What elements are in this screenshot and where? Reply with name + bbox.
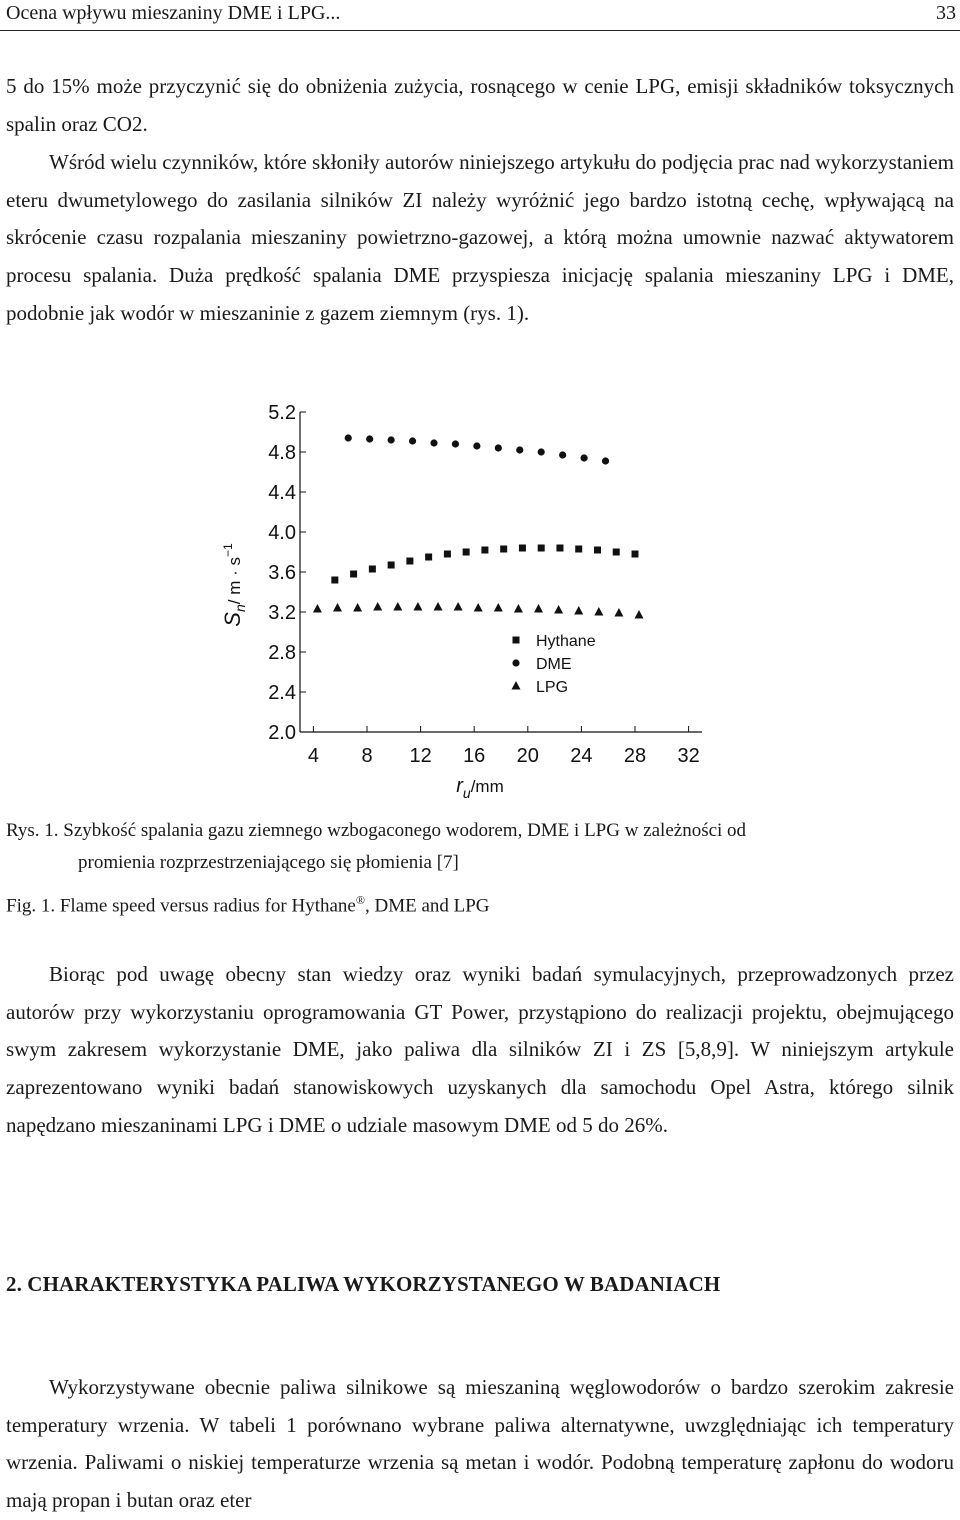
data-point-dme bbox=[473, 442, 480, 449]
data-point-lpg bbox=[434, 602, 443, 611]
series-hythane bbox=[331, 545, 638, 584]
caption-en-lead: Fig. 1. Flame speed versus radius for Hythane bbox=[6, 895, 356, 917]
caption-pl-line-2: promienia rozprzestrzeniającego się płomienia [7] bbox=[78, 852, 459, 873]
data-point-dme bbox=[602, 457, 609, 464]
data-point-dme bbox=[345, 434, 352, 441]
paragraph-1: 5 do 15% może przyczynić się do obniżenia zużycia, rosnącego w cenie LPG, emisji składników toksycznych spalin oraz CO2. bbox=[6, 74, 954, 136]
data-point-dme bbox=[366, 435, 373, 442]
x-tick-label: 20 bbox=[516, 745, 539, 767]
data-point-lpg bbox=[454, 602, 463, 611]
data-point-lpg bbox=[494, 603, 503, 612]
y-axis-label-unit: / m · s bbox=[225, 556, 244, 605]
data-point-dme bbox=[409, 437, 416, 444]
y-tick-label: 3.2 bbox=[268, 602, 296, 624]
paragraph-4: Wykorzystywane obecnie paliwa silnikowe są mieszaniną węglowodorów o bardzo szerokim zakresie temperatury wrzenia. W tabeli 1 porównano wybrane paliwa alternatywne, uwzględniając ich temperatury wrzenia. Paliwami o niskiej temperaturze wrzenia są metan i wodór. Podobną temperaturę zapłonu do wodoru mają propan i butan oraz eter bbox=[6, 1375, 954, 1513]
data-point-dme bbox=[388, 436, 395, 443]
caption-en-registered-mark: ® bbox=[355, 893, 365, 907]
paragraph-2: Wśród wielu czynników, które skłoniły autorów niniejszego artykułu do podjęcia prac nad wykorzystaniem eteru dwumetylowego do zasilania silników ZI należy wyróżnić jego bardzo istotną cechę, wpływającą na skrócenie czasu rozpalania mieszaniny powietrzno-gazowej, a którą można umownie nazwać aktywatorem procesu spalania. Duża prędkość spalania DME przyspiesza inicjację spalania mieszaniny LPG i DME, podobnie jak wodór w mieszaninie z gazem ziemnym (rys. 1). bbox=[6, 150, 954, 325]
y-tick-label: 4.4 bbox=[268, 482, 296, 504]
data-point-hythane bbox=[519, 545, 526, 552]
data-point-dme bbox=[430, 439, 437, 446]
series-lpg bbox=[313, 602, 644, 619]
y-tick-label: 2.4 bbox=[268, 682, 296, 704]
figure-caption-en bbox=[6, 884, 954, 922]
x-axis-label bbox=[456, 775, 504, 801]
legend-marker-lpg bbox=[512, 681, 521, 690]
y-axis-label-subscript: n bbox=[232, 604, 248, 613]
data-point-lpg bbox=[474, 603, 483, 612]
data-point-dme bbox=[538, 448, 545, 455]
data-point-lpg bbox=[554, 605, 563, 614]
data-point-hythane bbox=[463, 549, 470, 556]
x-axis-label-subscript: u bbox=[462, 785, 471, 801]
data-point-lpg bbox=[514, 604, 523, 613]
data-point-dme bbox=[516, 446, 523, 453]
data-point-hythane bbox=[594, 547, 601, 554]
data-point-hythane bbox=[613, 549, 620, 556]
data-point-lpg bbox=[373, 602, 382, 611]
y-axis-label-symbol: S bbox=[220, 612, 245, 627]
plot-area bbox=[300, 412, 702, 732]
legend bbox=[512, 633, 596, 696]
x-tick-label: 24 bbox=[570, 745, 593, 767]
data-point-lpg bbox=[614, 608, 623, 617]
data-point-hythane bbox=[388, 562, 395, 569]
x-axis-label-unit: /mm bbox=[470, 777, 504, 796]
series-dme bbox=[345, 434, 609, 464]
data-point-lpg bbox=[574, 606, 583, 615]
flame-speed-chart bbox=[210, 390, 730, 810]
data-point-dme bbox=[580, 454, 587, 461]
data-point-lpg bbox=[333, 603, 342, 612]
data-point-lpg bbox=[313, 604, 322, 613]
caption-pl-line-1: Rys. 1. Szybkość spalania gazu ziemnego wzbogaconego wodorem, DME i LPG w zależności od bbox=[6, 820, 747, 841]
y-axis-label-exponent: −1 bbox=[221, 543, 235, 557]
running-header bbox=[0, 0, 960, 31]
data-point-dme bbox=[559, 451, 566, 458]
data-point-hythane bbox=[538, 545, 545, 552]
y-tick-label: 2.8 bbox=[268, 642, 296, 664]
legend-marker-hythane bbox=[513, 637, 520, 644]
data-point-lpg bbox=[413, 602, 422, 611]
data-point-hythane bbox=[556, 545, 563, 552]
data-point-hythane bbox=[500, 546, 507, 553]
data-point-hythane bbox=[425, 554, 432, 561]
data-point-lpg bbox=[594, 607, 603, 616]
x-tick-label: 32 bbox=[677, 745, 700, 767]
x-tick-label: 28 bbox=[623, 745, 647, 767]
data-point-dme bbox=[495, 444, 502, 451]
data-point-lpg bbox=[534, 604, 543, 613]
data-point-hythane bbox=[369, 566, 376, 573]
data-point-hythane bbox=[632, 551, 639, 558]
x-tick-label: 8 bbox=[361, 745, 373, 767]
data-point-hythane bbox=[406, 558, 413, 565]
legend-marker-dme bbox=[512, 659, 519, 666]
data-point-lpg bbox=[393, 602, 402, 611]
data-point-hythane bbox=[575, 546, 582, 553]
data-point-hythane bbox=[331, 577, 338, 584]
y-tick-label: 4.8 bbox=[268, 442, 296, 464]
x-tick-label: 16 bbox=[463, 745, 486, 767]
legend-label-lpg: LPG bbox=[536, 679, 569, 696]
caption-en-tail: , DME and LPG bbox=[364, 895, 490, 917]
figure-caption-pl bbox=[6, 815, 954, 879]
y-tick-label: 4.0 bbox=[268, 522, 296, 544]
legend-label-hythane: Hythane bbox=[536, 633, 596, 650]
x-tick-label: 12 bbox=[409, 745, 432, 767]
legend-label-dme: DME bbox=[536, 656, 572, 673]
page-number: 33 bbox=[936, 2, 956, 24]
data-point-hythane bbox=[481, 547, 488, 554]
x-tick-label: 4 bbox=[307, 745, 319, 767]
paragraph-3: Biorąc pod uwagę obecny stan wiedzy oraz wyniki badań symulacyjnych, przeprowadzonych przez autorów przy wykorzystaniu oprogramowania GT Power, przystąpiono do realizacji projektu, obejmującego swym zakresem wykorzystanie DME, jako paliwa dla silników ZI i ZS [5,8,9]. W niniejszym artykule zaprezentowano wyniki badań stanowiskowych uzyskanych dla samochodu Opel Astra, którego silnik napędzano mieszaninami LPG i DME o udziale masowym DME od 5 do 26%. bbox=[6, 962, 954, 1137]
data-point-lpg bbox=[635, 610, 644, 619]
y-tick-label: 2.0 bbox=[268, 722, 296, 744]
header-title: Ocena wpływu mieszaniny DME i LPG... bbox=[6, 2, 341, 24]
data-point-lpg bbox=[353, 603, 362, 612]
data-point-hythane bbox=[350, 571, 357, 578]
y-tick-label: 5.2 bbox=[268, 402, 296, 424]
data-point-hythane bbox=[444, 551, 451, 558]
data-point-dme bbox=[452, 440, 459, 447]
y-tick-label: 3.6 bbox=[268, 562, 296, 584]
section-heading: 2. CHARAKTERYSTYKA PALIWA WYKORZYSTANEGO W BADANIACH bbox=[6, 1272, 721, 1296]
y-axis-label bbox=[220, 543, 248, 627]
x-axis-label-symbol: r bbox=[456, 775, 463, 797]
